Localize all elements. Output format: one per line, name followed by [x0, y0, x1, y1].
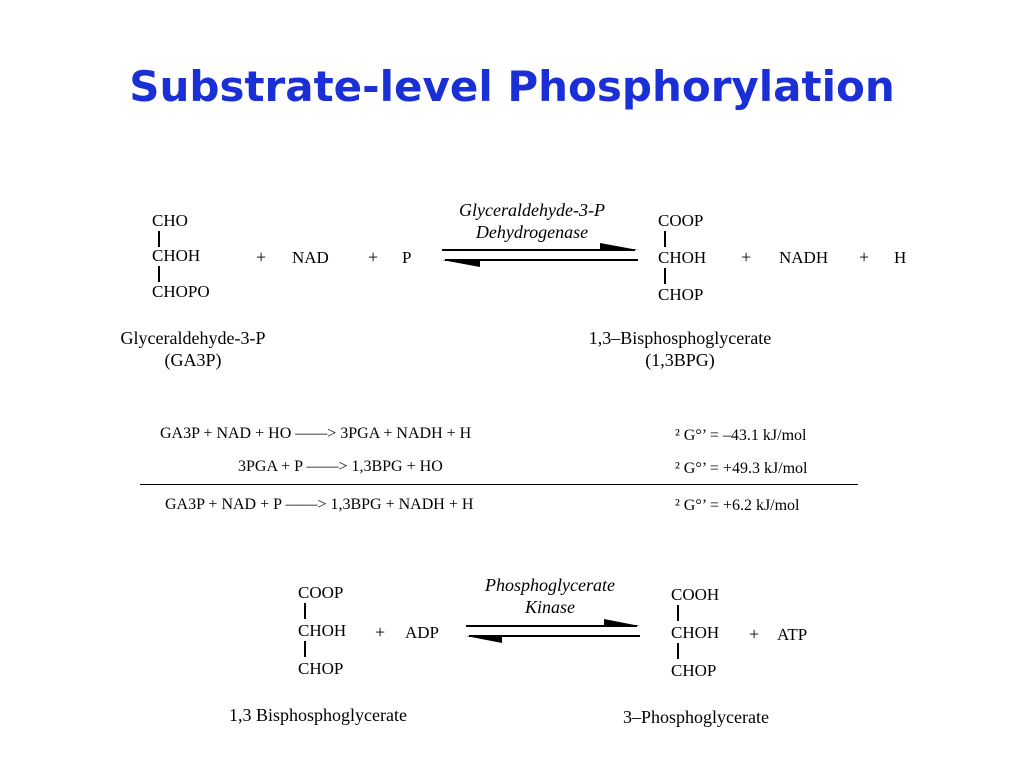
nadh-label: NADH: [779, 248, 829, 267]
plus-sign: +: [375, 622, 386, 642]
plus-sign: +: [859, 247, 870, 267]
enzyme-label-1: Phosphoglycerate: [485, 575, 615, 595]
bpg-abbrev: (1,3BPG): [645, 350, 715, 370]
delta-g-row-1: ² G°’ = –43.1 kJ/mol: [675, 427, 807, 444]
thermo-row-1: GA3P + NAD + HO ——> 3PGA + NADH + H: [160, 425, 472, 442]
bond-line: [158, 266, 160, 282]
atp-label: ATP: [777, 625, 808, 644]
ga3p-name: Glyceraldehyde-3-P: [120, 328, 266, 348]
formula-ch2op: CHOP: [671, 661, 717, 680]
formula-cho: CHO: [152, 211, 188, 230]
sum-rule: [140, 484, 858, 485]
enzyme-label-2: Dehydrogenase: [475, 222, 589, 242]
page-title: Substrate-level Phosphorylation: [129, 62, 895, 111]
delta-g-row-2: ² G°’ = +49.3 kJ/mol: [675, 460, 808, 477]
ga3p-abbrev: (GA3P): [164, 350, 222, 370]
thermo-row-3: GA3P + NAD + P ——> 1,3BPG + NADH + H: [165, 496, 474, 513]
3pg-name: 3–Phosphoglycerate: [623, 707, 769, 727]
plus-sign: +: [256, 247, 267, 267]
bond-line: [304, 603, 306, 619]
formula-choh: CHOH: [298, 621, 347, 640]
bond-line: [677, 605, 679, 621]
thermo-row-2: 3PGA + P ——> 1,3BPG + HO: [238, 458, 443, 475]
adp-label: ADP: [405, 623, 440, 642]
formula-ch2opo3: CHOPO: [152, 282, 210, 301]
formula-ch2op: CHOP: [658, 285, 704, 304]
formula-choh: CHOH: [152, 246, 201, 265]
nad-label: NAD: [292, 248, 329, 267]
bond-line: [664, 268, 666, 284]
bond-line: [304, 641, 306, 657]
bond-line: [677, 643, 679, 659]
pi-label: P: [402, 248, 412, 267]
equilibrium-arrow: [464, 616, 642, 644]
bond-line: [664, 231, 666, 247]
formula-cooh: COOH: [671, 585, 720, 604]
plus-sign: +: [749, 624, 760, 644]
formula-coop: COOP: [658, 211, 704, 230]
bpg-name: 1,3–Bisphosphoglycerate: [588, 328, 772, 348]
equilibrium-arrow: [440, 240, 640, 268]
bpg-name: 1,3 Bisphosphoglycerate: [229, 705, 407, 725]
plus-sign: +: [741, 247, 752, 267]
enzyme-label-2: Kinase: [524, 597, 575, 617]
formula-coop: COOP: [298, 583, 344, 602]
plus-sign: +: [368, 247, 379, 267]
h-label: H: [894, 248, 907, 267]
formula-ch2op: CHOP: [298, 659, 344, 678]
bond-line: [158, 231, 160, 247]
formula-choh: CHOH: [658, 248, 707, 267]
enzyme-label-1: Glyceraldehyde-3-P: [459, 200, 605, 220]
formula-choh: CHOH: [671, 623, 720, 642]
delta-g-row-3: ² G°’ = +6.2 kJ/mol: [675, 497, 800, 514]
